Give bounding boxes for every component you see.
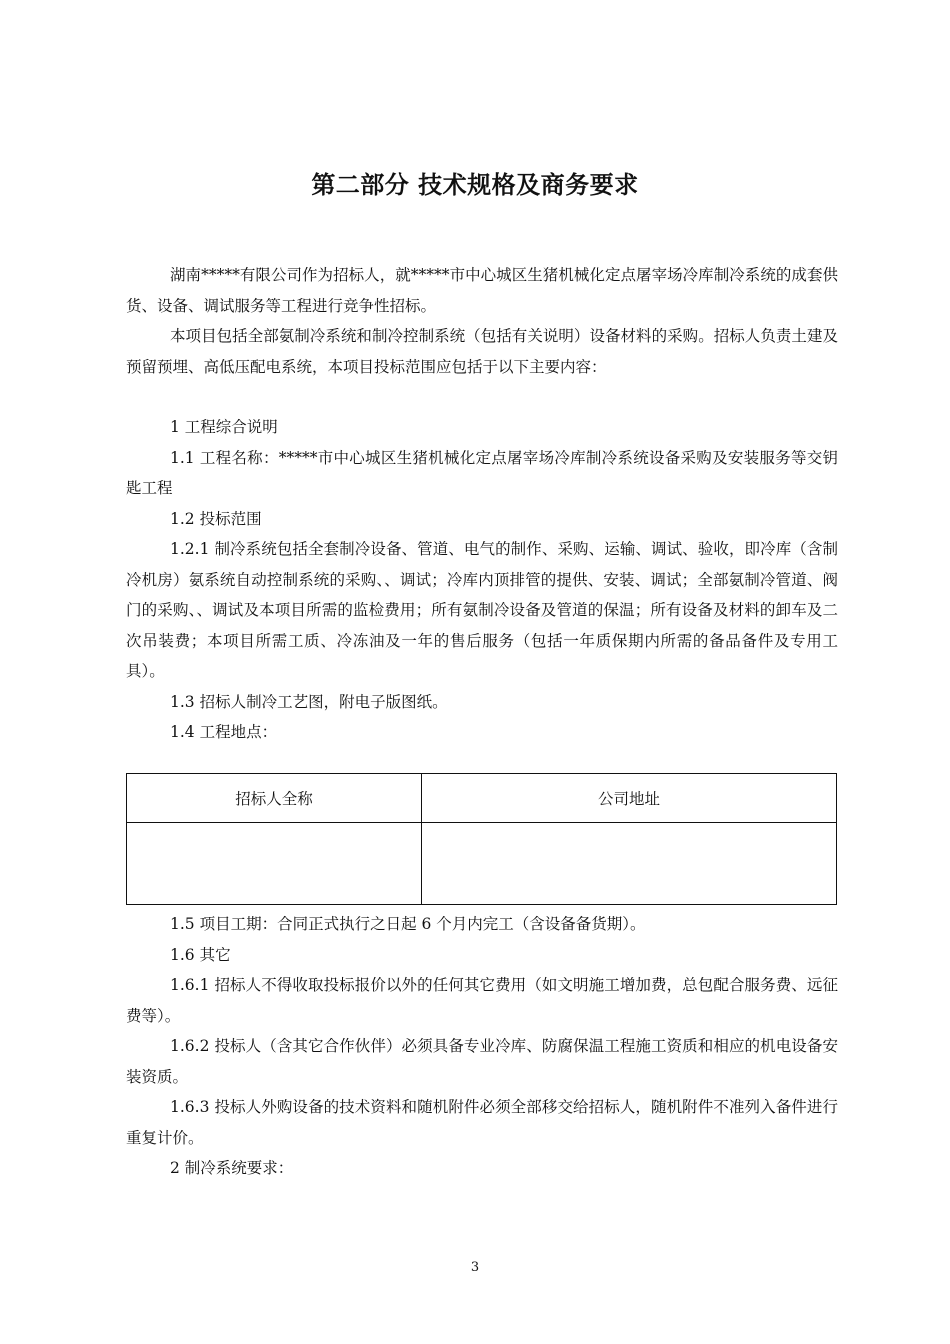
table-header-cell: 招标人全称 [127,774,422,823]
paragraph: 本项目包括全部氨制冷系统和制冷控制系统（包括有关说明）设备材料的采购。招标人负责土建及预留预埋、高低压配电系统，本项目投标范围应包括于以下主要内容： [126,327,838,376]
paragraph: 湖南*****有限公司作为招标人，就*****市中心城区生猪机械化定点屠宰场冷库制冷系统的成套供货、设备、调试服务等工程进行竞争性招标。 [126,266,838,315]
location-table [126,773,837,905]
paragraph: 1.6.2 投标人（含其它合作伙伴）必须具备专业冷库、防腐保温工程施工资质和相应的机电设备安装资质。 [126,1037,838,1086]
page-title: 第二部分 技术规格及商务要求 [311,170,639,199]
paragraph: 1.6.3 投标人外购设备的技术资料和随机附件必须全部移交给招标人，随机附件不准列入备件进行重复计价。 [126,1098,838,1147]
section-heading: 1.2 投标范围 [170,509,262,528]
body-section-intro [126,260,838,748]
paragraph: 1.6.1 招标人不得收取投标报价以外的任何其它费用（如文明施工增加费，总包配合服务费、远征费等）。 [126,976,838,1025]
section-heading: 1 工程综合说明 [170,418,278,436]
table-cell [422,823,837,905]
paragraph: 1.3 招标人制冷工艺图，附电子版图纸。 [170,692,448,711]
body-section-details [126,909,838,1184]
table-header-cell: 公司地址 [422,774,837,823]
paragraph: 1.4 工程地点： [170,723,278,741]
section-heading: 1.6 其它 [170,945,231,964]
paragraph: 1.1 工程名称：*****市中心城区生猪机械化定点屠宰场冷库制冷系统设备采购及安装服务等交钥匙工程 [126,448,838,497]
table-header-row [127,774,837,823]
page-number: 3 [470,1260,480,1275]
paragraph: 1.5 项目工期：合同正式执行之日起 6 个月内完工（含设备备货期）。 [170,915,646,933]
paragraph: 1.2.1 制冷系统包括全套制冷设备、管道、电气的制作、采购、运输、调试、验收，即冷库（含制冷机房）氨系统自动控制系统的采购、、调试；冷库内顶排管的提供、安装、调试；全部氨制冷管道、阀门的采购、、调试及本项目所需的监检费用；所有氨制冷设备及管道的保温；所有设备及材料的卸车及二次吊装费；本项目所需工质、冷冻油及一年的售后服务（包括一年质保期内所需的备品备件及专用工具）。 [126,540,838,680]
section-heading: 2 制冷系统要求： [170,1159,294,1177]
table-cell [127,823,422,905]
table-row [127,823,837,905]
